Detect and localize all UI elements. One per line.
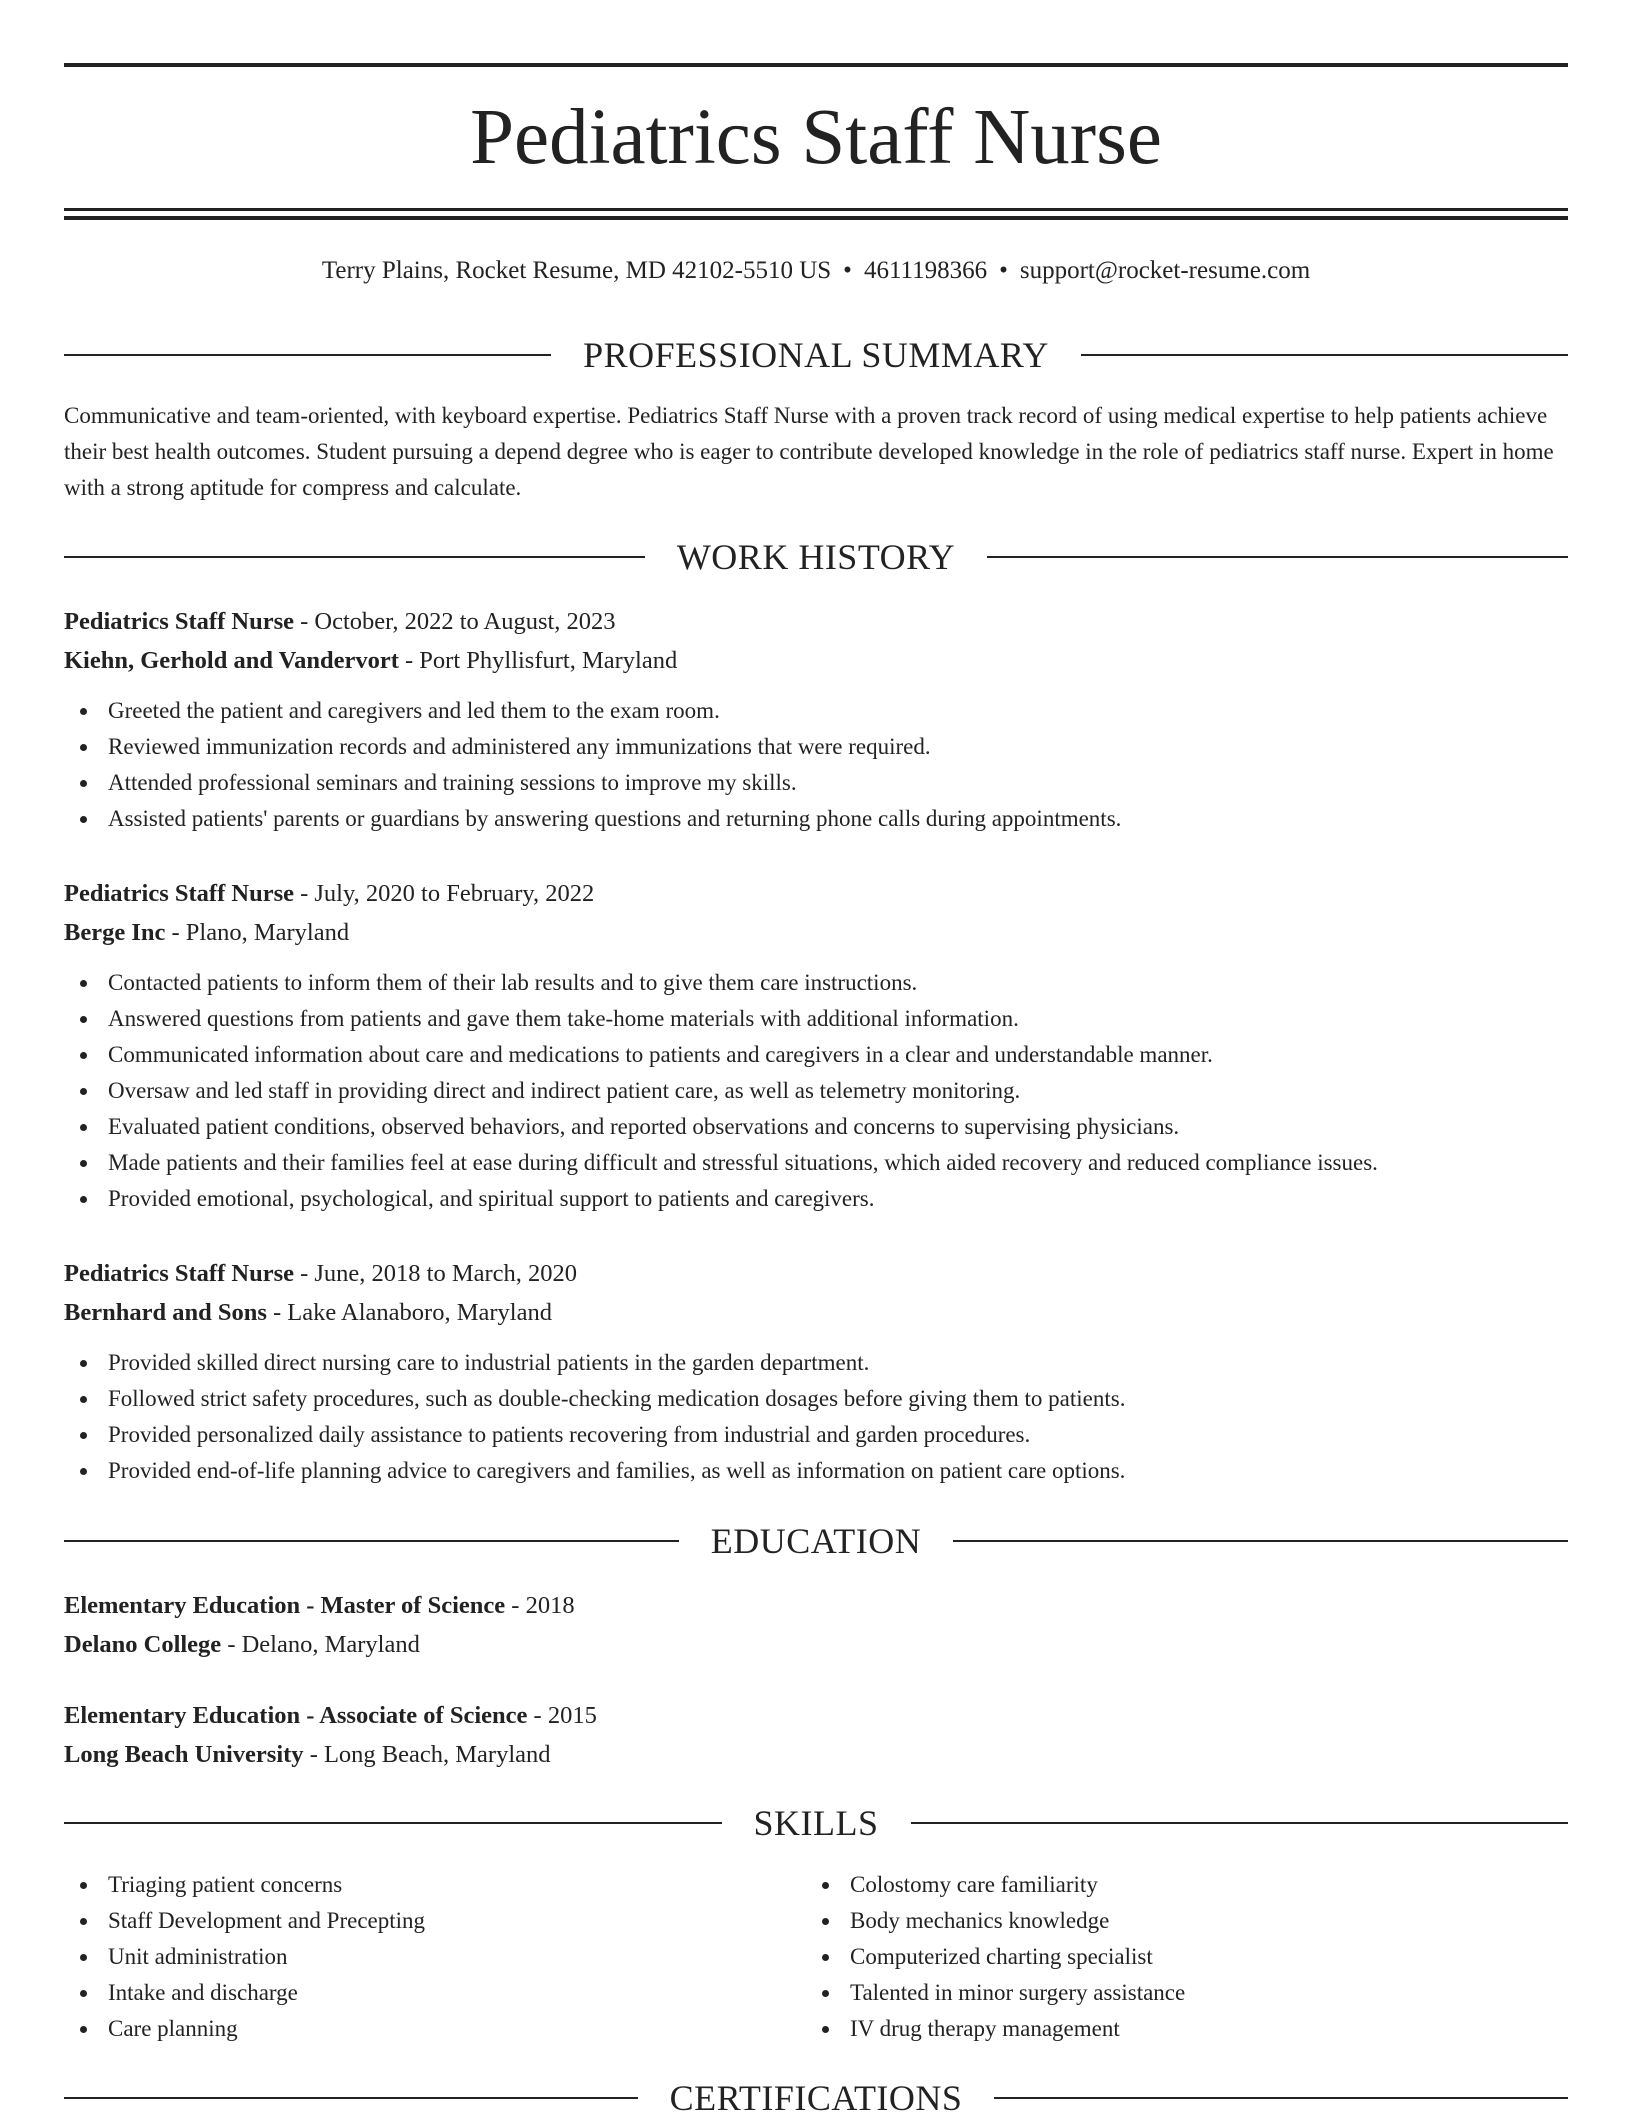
list-item: Assisted patients' parents or guardians by answering questions and returning phone calls during appointments. [64,801,1568,837]
list-item: Attended professional seminars and training sessions to improve my skills. [64,765,1568,801]
skill-item: Staff Development and Precepting [64,1903,764,1939]
contact-separator: • [843,257,852,284]
section-heading-certifications [64,2076,1568,2120]
contact-line [64,252,1568,290]
skills-list [806,1867,1506,2047]
skill-item: Computerized charting specialist [806,1939,1506,1975]
job-location: - Plano, Maryland [165,919,350,946]
list-item: Communicated information about care and medications to patients and caregivers in a clear and understandable manner. [64,1037,1568,1073]
education-year: - 2018 [505,1592,575,1619]
job-bullets [64,1345,1568,1489]
skill-item: Intake and discharge [64,1975,764,2011]
list-item: Oversaw and led staff in providing direct and indirect patient care, as well as telemetry monitoring. [64,1073,1568,1109]
skills-column-left [64,1867,764,2047]
heading-rule [64,556,645,558]
skill-item: IV drug therapy management [806,2011,1506,2047]
heading-rule [64,1540,679,1542]
heading-rule [1081,354,1568,356]
job-location: - Lake Alanaboro, Maryland [266,1299,552,1326]
job-dates: - June, 2018 to March, 2020 [293,1260,578,1287]
education-school: Long Beach University [64,1741,304,1768]
job-employer: Bernhard and Sons [64,1299,267,1326]
education-entry [64,1586,1568,1664]
heading-rule [953,1540,1568,1542]
education-degree-line [64,1696,1568,1735]
summary-text: Communicative and team-oriented, with keyboard expertise. Pediatrics Staff Nurse with a proven track record of using medical expertise to help patients achieve their best health outcomes. Student pursuing a depend degree who is eager to contribute developed knowledge in the role of pediatrics staff nurse. Expert in home with a strong aptitude for compress and calculate. [64,403,1554,500]
job-title-line [64,874,1568,913]
contact-phone: 4611198366 [863,257,988,284]
section-heading-skills [64,1801,1568,1845]
heading-rule [64,2097,638,2099]
job-employer-line [64,913,1568,952]
job-employer-line [64,1293,1568,1332]
list-item: Reviewed immunization records and administered any immunizations that were required. [64,729,1568,765]
skills-list [64,1867,764,2047]
education-location: - Delano, Maryland [221,1631,420,1658]
education-school-line [64,1735,1568,1774]
contact-separator: • [999,257,1008,284]
education-degree: Elementary Education - Associate of Science [64,1702,528,1729]
list-item: Answered questions from patients and gave them take-home materials with additional information. [64,1001,1568,1037]
list-item: Evaluated patient conditions, observed behaviors, and reported observations and concerns to supervising physicians. [64,1109,1568,1145]
header-double-rule [64,208,1568,220]
heading-rule [911,1822,1569,1824]
section-title: EDUCATION [710,1521,922,1561]
section-heading-education [64,1519,1568,1563]
section-heading-work [64,535,1568,579]
heading-rule [64,1822,722,1824]
job-title: Pediatrics Staff Nurse [64,608,294,635]
skill-item: Unit administration [64,1939,764,1975]
list-item: Greeted the patient and caregivers and led them to the exam room. [64,693,1568,729]
skill-item: Triaging patient concerns [64,1867,764,1903]
education-location: - Long Beach, Maryland [303,1741,551,1768]
section-title: SKILLS [753,1803,879,1843]
job-employer: Kiehn, Gerhold and Vandervort [64,647,399,674]
job-entry [64,874,1568,1217]
heading-rule [987,556,1568,558]
education-degree: Elementary Education - Master of Science [64,1592,506,1619]
list-item: Provided personalized daily assistance to patients recovering from industrial and garden procedures. [64,1417,1568,1453]
list-item: Provided end-of-life planning advice to caregivers and families, as well as information on patient care options. [64,1453,1568,1489]
education-entry [64,1696,1568,1774]
education-school: Delano College [64,1631,222,1658]
list-item: Contacted patients to inform them of their lab results and to give them care instructions. [64,965,1568,1001]
contact-email: support@rocket-resume.com [1019,257,1311,284]
skills-column-right [806,1867,1506,2047]
job-bullets [64,693,1568,837]
job-title-line [64,1254,1568,1293]
job-title: Pediatrics Staff Nurse [64,1260,294,1287]
education-school-line [64,1625,1568,1664]
heading-rule [994,2097,1568,2099]
education-year: - 2015 [527,1702,597,1729]
section-title: CERTIFICATIONS [669,2078,963,2118]
list-item: Provided emotional, psychological, and spiritual support to patients and caregivers. [64,1181,1568,1217]
resume-name: Pediatrics Staff Nurse [470,94,1162,181]
job-location: - Port Phyllisfurt, Maryland [398,647,678,674]
list-item: Made patients and their families feel at ease during difficult and stressful situations, which aided recovery and reduced compliance issues. [64,1145,1568,1181]
job-title: Pediatrics Staff Nurse [64,880,294,907]
section-title: WORK HISTORY [676,537,956,577]
job-title-line [64,602,1568,641]
job-employer-line [64,641,1568,680]
skill-item: Colostomy care familiarity [806,1867,1506,1903]
section-heading-summary [64,333,1568,377]
job-entry [64,1254,1568,1489]
education-degree-line [64,1586,1568,1625]
contact-address: Terry Plains, Rocket Resume, MD 42102-5510 US [321,257,832,284]
section-title: PROFESSIONAL SUMMARY [583,335,1049,375]
job-bullets [64,965,1568,1217]
skill-item: Talented in minor surgery assistance [806,1975,1506,2011]
heading-rule [64,354,551,356]
job-entry [64,602,1568,837]
header-top-rule [64,63,1568,67]
skill-item: Care planning [64,2011,764,2047]
skill-item: Body mechanics knowledge [806,1903,1506,1939]
job-dates: - July, 2020 to February, 2022 [293,880,595,907]
list-item: Followed strict safety procedures, such as double-checking medication dosages before giving them to patients. [64,1381,1568,1417]
job-dates: - October, 2022 to August, 2023 [293,608,616,635]
list-item: Provided skilled direct nursing care to industrial patients in the garden department. [64,1345,1568,1381]
job-employer: Berge Inc [64,919,166,946]
